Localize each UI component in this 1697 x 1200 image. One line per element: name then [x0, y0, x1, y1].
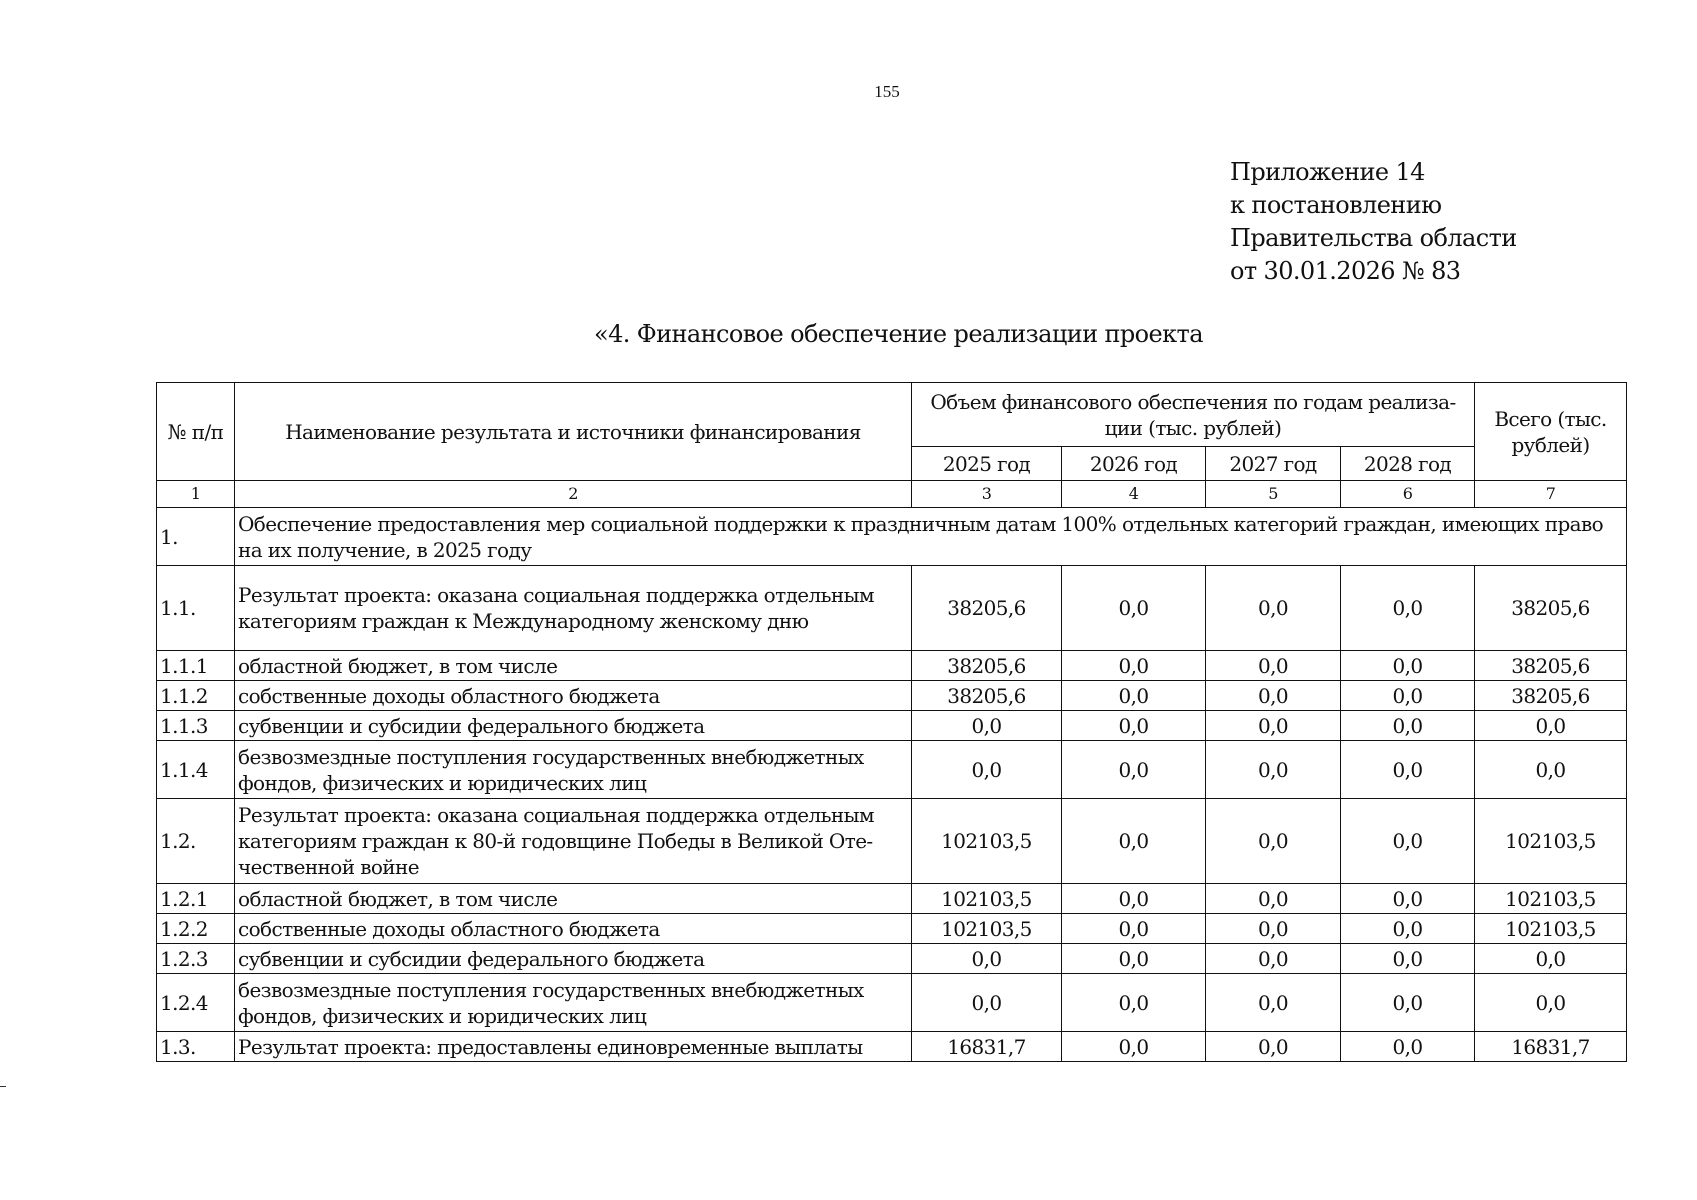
row-name: Результат проекта: оказана социальная поддержка отдельным категориям граждан к Международному женскому дню: [235, 566, 912, 651]
row-number: 1.2.1: [157, 884, 235, 914]
row-year-value: 0,0: [1341, 741, 1475, 799]
row-year-value: 0,0: [1062, 566, 1206, 651]
column-number-row: [157, 481, 1627, 508]
row-year-value: 0,0: [1206, 681, 1341, 711]
row-total-value: 102103,5: [1475, 799, 1627, 884]
header-year-2028: 2028 год: [1341, 447, 1475, 481]
row-year-value: 38205,6: [912, 566, 1062, 651]
table-row: [157, 884, 1627, 914]
table-row: [157, 974, 1627, 1032]
table-row: [157, 681, 1627, 711]
row-total-value: 16831,7: [1475, 1032, 1627, 1062]
row-year-value: 0,0: [1062, 651, 1206, 681]
row-year-value: 0,0: [1341, 884, 1475, 914]
row-year-value: 0,0: [1206, 914, 1341, 944]
row-year-value: 0,0: [1341, 711, 1475, 741]
row-year-value: 16831,7: [912, 1032, 1062, 1062]
table-row: [157, 914, 1627, 944]
header-year-2026: 2026 год: [1062, 447, 1206, 481]
section-row-text: Обеспечение предоставления мер социальной поддержки к праздничным датам 100% отдельных категорий граждан, имеющих право на их получение, в 2025 году: [235, 508, 1627, 566]
row-year-value: 0,0: [1206, 741, 1341, 799]
table-row: [157, 711, 1627, 741]
row-year-value: 0,0: [912, 741, 1062, 799]
financing-table: [156, 382, 1627, 1062]
row-year-value: 0,0: [1206, 1032, 1341, 1062]
column-number: 5: [1206, 481, 1341, 508]
row-name: безвозмездные поступления государственных внебюджетных фондов, физических и юридических лиц: [235, 974, 912, 1032]
row-year-value: 38205,6: [912, 681, 1062, 711]
row-total-value: 38205,6: [1475, 681, 1627, 711]
appendix-block: [1230, 156, 1517, 288]
row-year-value: 0,0: [1206, 799, 1341, 884]
row-name: безвозмездные поступления государственных внебюджетных фондов, физических и юридических лиц: [235, 741, 912, 799]
row-year-value: 0,0: [1062, 974, 1206, 1032]
row-year-value: 0,0: [1206, 974, 1341, 1032]
row-name: собственные доходы областного бюджета: [235, 914, 912, 944]
row-year-value: 0,0: [1341, 1032, 1475, 1062]
row-number: 1.3.: [157, 1032, 235, 1062]
section-title: «4. Финансовое обеспечение реализации проекта: [594, 320, 1203, 348]
appendix-line-1: Приложение 14: [1230, 158, 1425, 186]
row-name: субвенции и субсидии федерального бюджета: [235, 944, 912, 974]
appendix-line-4: от 30.01.2026 № 83: [1230, 257, 1461, 285]
row-year-value: 0,0: [1062, 711, 1206, 741]
row-name: областной бюджет, в том числе: [235, 884, 912, 914]
row-number: 1.2.: [157, 799, 235, 884]
header-volume: Объем финансового обеспечения по годам реализа-ции (тыс. рублей): [912, 383, 1475, 447]
row-total-value: 102103,5: [1475, 914, 1627, 944]
row-year-value: 0,0: [1062, 914, 1206, 944]
row-name: субвенции и субсидии федерального бюджета: [235, 711, 912, 741]
row-year-value: 0,0: [1341, 681, 1475, 711]
row-year-value: 0,0: [1341, 799, 1475, 884]
row-number: 1.1.1: [157, 651, 235, 681]
header-name: Наименование результата и источники финансирования: [235, 383, 912, 481]
row-total-value: 0,0: [1475, 741, 1627, 799]
row-name: Результат проекта: предоставлены единовременные выплаты: [235, 1032, 912, 1062]
row-year-value: 0,0: [1206, 944, 1341, 974]
row-year-value: 0,0: [1062, 741, 1206, 799]
row-year-value: 38205,6: [912, 651, 1062, 681]
row-year-value: 0,0: [1062, 1032, 1206, 1062]
row-year-value: 102103,5: [912, 914, 1062, 944]
row-name: собственные доходы областного бюджета: [235, 681, 912, 711]
row-year-value: 0,0: [1341, 651, 1475, 681]
header-year-2027: 2027 год: [1206, 447, 1341, 481]
appendix-line-3: Правительства области: [1230, 224, 1517, 252]
row-total-value: 38205,6: [1475, 651, 1627, 681]
row-year-value: 0,0: [1206, 711, 1341, 741]
row-number: 1.2.3: [157, 944, 235, 974]
row-total-value: 0,0: [1475, 944, 1627, 974]
table-row: [157, 651, 1627, 681]
section-row: [157, 508, 1627, 566]
row-year-value: 102103,5: [912, 799, 1062, 884]
row-number: 1.2.2: [157, 914, 235, 944]
table-row: [157, 1032, 1627, 1062]
row-year-value: 0,0: [1206, 884, 1341, 914]
header-total: Всего (тыс. рублей): [1475, 383, 1627, 481]
row-year-value: 0,0: [1206, 566, 1341, 651]
table-row: [157, 566, 1627, 651]
column-number: 3: [912, 481, 1062, 508]
column-number: 1: [157, 481, 235, 508]
row-year-value: 0,0: [1206, 651, 1341, 681]
row-year-value: 102103,5: [912, 884, 1062, 914]
row-year-value: 0,0: [912, 711, 1062, 741]
row-year-value: 0,0: [1062, 799, 1206, 884]
table-row: [157, 944, 1627, 974]
header-no: № п/п: [157, 383, 235, 481]
row-name: областной бюджет, в том числе: [235, 651, 912, 681]
margin-mark: [0, 1086, 6, 1087]
row-total-value: 0,0: [1475, 974, 1627, 1032]
row-year-value: 0,0: [1341, 914, 1475, 944]
row-year-value: 0,0: [1341, 566, 1475, 651]
column-number: 2: [235, 481, 912, 508]
row-total-value: 38205,6: [1475, 566, 1627, 651]
table-row: [157, 741, 1627, 799]
row-year-value: 0,0: [1062, 884, 1206, 914]
row-number: 1.1.: [157, 566, 235, 651]
row-number: 1.1.2: [157, 681, 235, 711]
row-year-value: 0,0: [1062, 681, 1206, 711]
section-row-number: 1.: [157, 508, 235, 566]
page-number: 155: [874, 82, 900, 101]
row-name: Результат проекта: оказана социальная поддержка отдельным категориям граждан к 80-й годовщине Победы в Великой Оте-чественной войне: [235, 799, 912, 884]
row-year-value: 0,0: [912, 974, 1062, 1032]
row-number: 1.1.3: [157, 711, 235, 741]
row-year-value: 0,0: [1062, 944, 1206, 974]
row-total-value: 0,0: [1475, 711, 1627, 741]
appendix-line-2: к постановлению: [1230, 191, 1442, 219]
table-row: [157, 799, 1627, 884]
header-year-2025: 2025 год: [912, 447, 1062, 481]
row-number: 1.2.4: [157, 974, 235, 1032]
column-number: 7: [1475, 481, 1627, 508]
row-number: 1.1.4: [157, 741, 235, 799]
row-total-value: 102103,5: [1475, 884, 1627, 914]
row-year-value: 0,0: [1341, 974, 1475, 1032]
row-year-value: 0,0: [912, 944, 1062, 974]
row-year-value: 0,0: [1341, 944, 1475, 974]
column-number: 6: [1341, 481, 1475, 508]
column-number: 4: [1062, 481, 1206, 508]
